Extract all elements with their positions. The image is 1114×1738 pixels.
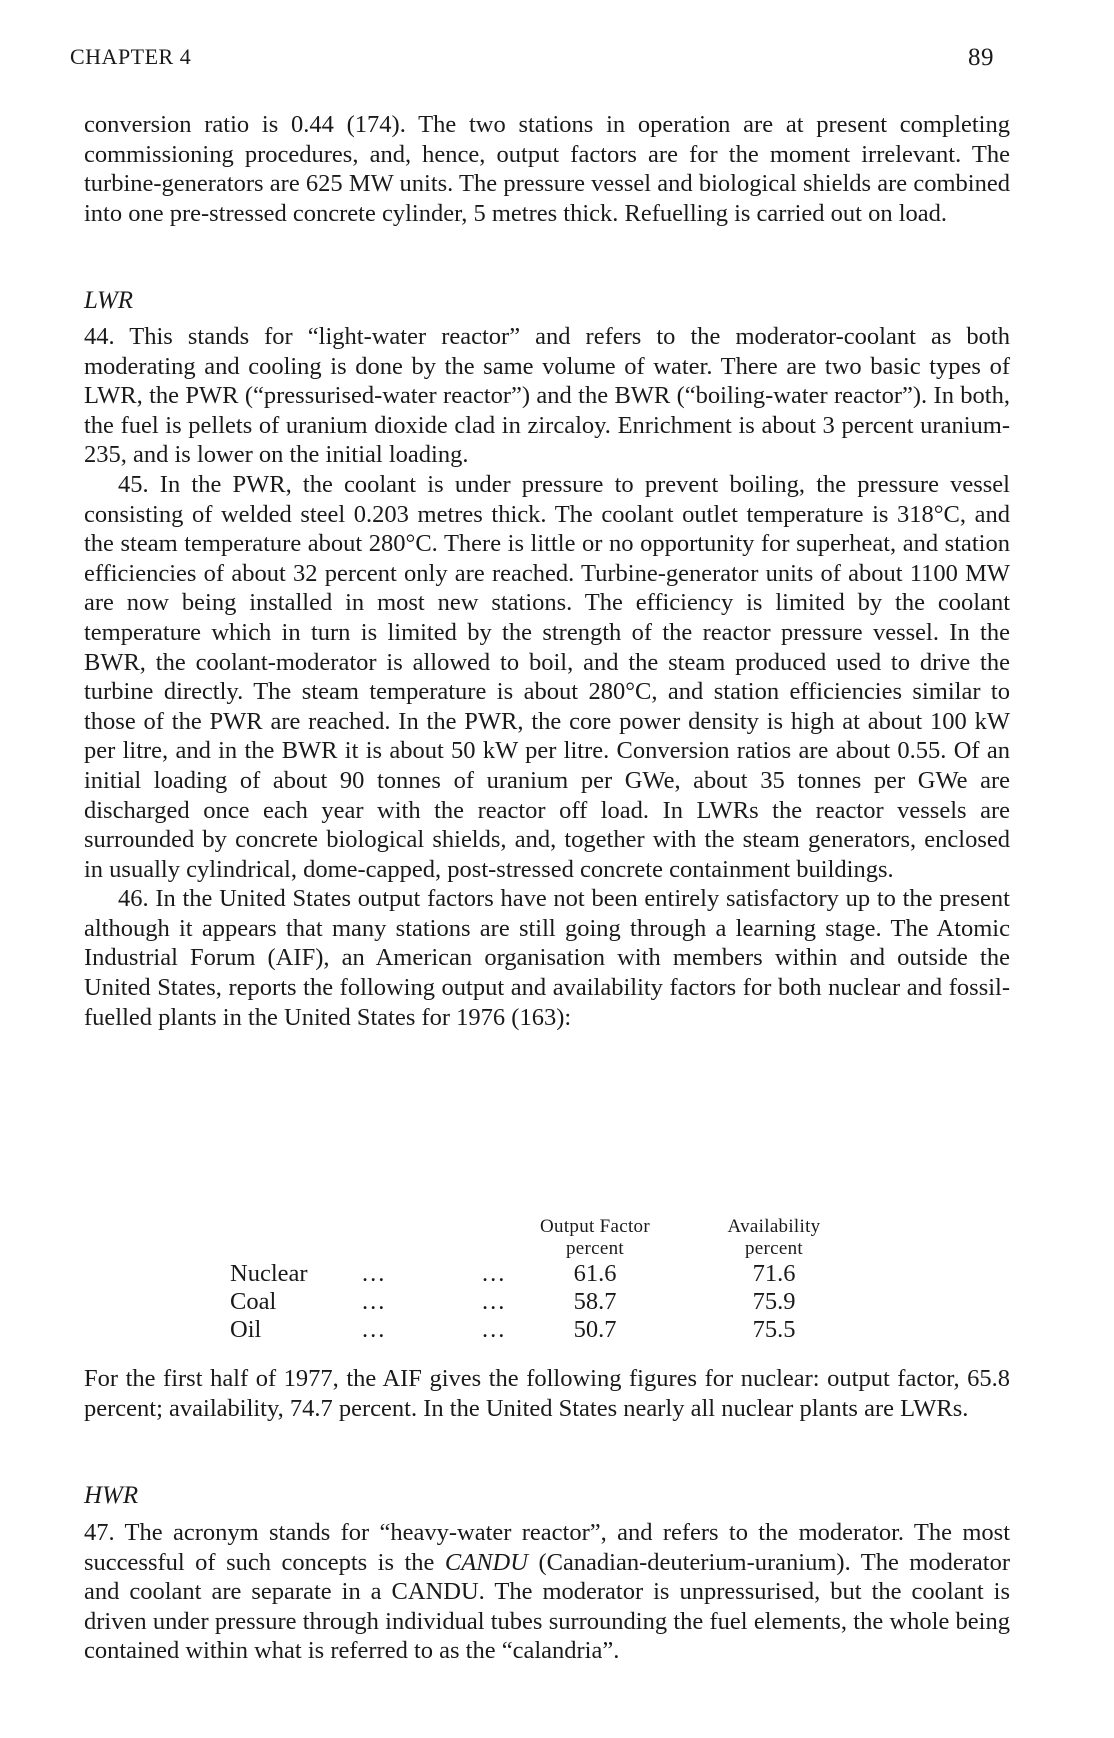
- table-row: [230, 1260, 870, 1288]
- section-heading-hwr: HWR: [84, 1482, 139, 1509]
- paragraph-aif-1977: For the first half of 1977, the AIF gives the following figures for nuclear: output factor, 65.8 percent; availability, 74.7 percent. In the United States nearly all nuclear plants are LWRs.: [84, 1365, 1010, 1422]
- availability-value: 75.9: [752, 1288, 796, 1315]
- aif-1977-paragraph: [84, 1364, 1010, 1423]
- row-label: Nuclear: [230, 1260, 308, 1287]
- intro-paragraph-block: [84, 110, 1010, 228]
- column-header-output-line2: percent: [565, 1238, 624, 1259]
- lwr-section-body: [84, 322, 1010, 1032]
- row-label: Coal: [230, 1288, 277, 1315]
- output-value: 50.7: [573, 1316, 617, 1343]
- column-header-output-line1: Output Factor: [540, 1216, 650, 1237]
- availability-value: 71.6: [752, 1260, 796, 1287]
- paragraph-47-part1: 47. The acronym stands for “heavy-water reactor”, and refers to the moderator. The most successful of such concepts is the: [84, 1519, 1010, 1576]
- chapter-label: CHAPTER 4: [70, 44, 192, 69]
- output-value: 61.6: [573, 1260, 617, 1287]
- hwr-section-body: [84, 1518, 1010, 1666]
- leader-dots: ...: [482, 1260, 507, 1287]
- leader-dots: ...: [482, 1316, 507, 1343]
- section-heading-lwr: LWR: [84, 287, 134, 314]
- column-header-availability: [694, 1216, 854, 1260]
- leader-dots: ...: [362, 1316, 387, 1343]
- column-header-output-factor: [520, 1216, 670, 1260]
- page-number: 89: [968, 44, 994, 71]
- paragraph-47: [84, 1518, 1010, 1666]
- paragraph-45: 45. In the PWR, the coolant is under pressure to prevent boiling, the pressure vessel consisting of welded steel 0.203 metres thick. The coolant outlet temperature is 318°C, and the steam temperature about 280°C. There is little or no opportunity for superheat, and station efficiencies of about 32 percent only are reached. Turbine-generator units of about 1100 MW are now being installed in most new stations. The efficiency is limited by the coolant temperature which in turn is limited by the strength of the reactor pressure vessel. In the BWR, the coolant-moderator is allowed to boil, and the steam produced used to drive the turbine directly. The steam temperature is about 280°C, and station efficiencies similar to those of the PWR are reached. In the PWR, the core power density is high at about 100 kW per litre, and in the BWR it is about 50 kW per litre. Conversion ratios are about 0.55. Of an initial loading of about 90 tonnes of uranium per GWe, about 35 tonnes per GWe are discharged once each year with the reactor off load. In LWRs the reactor vessels are surrounded by concrete biological shields, and, together with the steam generators, enclosed in usually cylindrical, dome-capped, post-stressed concrete containment buildings.: [84, 470, 1010, 883]
- paragraph-continuation: conversion ratio is 0.44 (174). The two stations in operation are at present completing commissioning procedures, and, hence, output factors are for the moment irrelevant. The turbine-generators are 625 MW units. The pressure vessel and biological shields are combined into one pre-stressed concrete cylinder, 5 metres thick. Refuelling is carried out on load.: [84, 111, 1010, 227]
- leader-dots: ...: [482, 1288, 507, 1315]
- column-header-availability-line2: percent: [744, 1238, 803, 1259]
- leader-dots: ...: [362, 1288, 387, 1315]
- paragraph-47-part2: (Canadian-deuterium-uranium). The moderator and coolant are separate in a CANDU. The moderator is unpressurised, but the coolant is driven under pressure through individual tubes surrounding the fuel elements, the whole being contained within what is referred to as the “calandria”.: [84, 1548, 1010, 1665]
- availability-value: 75.5: [752, 1316, 796, 1343]
- table-row: [230, 1288, 870, 1316]
- paragraph-44: 44. This stands for “light-water reactor” and refers to the moderator-coolant as both moderating and cooling is done by the same volume of water. There are two basic types of LWR, the PWR (“pressurised-water reactor”) and the BWR (“boiling-water reactor”). In both, the fuel is pellets of uranium dioxide clad in zircaloy. Enrichment is about 3 percent uranium-235, and is lower on the initial loading.: [84, 323, 1010, 469]
- paragraph-46: 46. In the United States output factors have not been entirely satisfactory up to the present although it appears that many stations are still going through a learning stage. The Atomic Industrial Forum (AIF), an American organisation with members within and outside the United States, reports the following output and availability factors for both nuclear and fossil-fuelled plants in the United States for 1976 (163):: [84, 885, 1010, 1031]
- row-label: Oil: [230, 1316, 262, 1343]
- candu-term: CANDU: [444, 1548, 528, 1576]
- running-head: [70, 44, 994, 74]
- output-value: 58.7: [573, 1288, 617, 1315]
- table-row: [230, 1316, 870, 1344]
- column-header-availability-line1: Availability: [727, 1216, 821, 1237]
- leader-dots: ...: [362, 1260, 387, 1287]
